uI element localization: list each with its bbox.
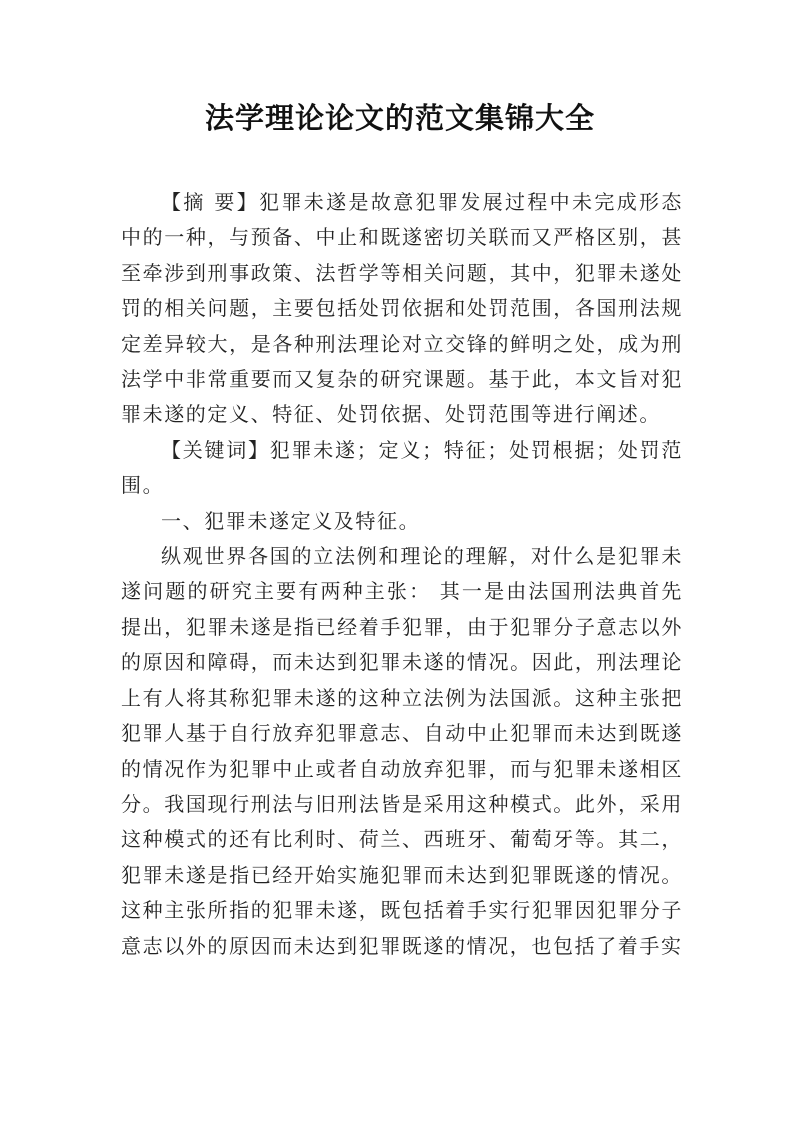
body-paragraph: 纵观世界各国的立法例和理论的理解，对什么是犯罪未遂问题的研究主要有两种主张： 其一是由法国刑法典首先提出，犯罪未遂是指已经着手犯罪，由于犯罪分子意志以外的原因和障碍，而未达到犯罪未遂的情况。因此，刑法理论上有人将其称犯罪未遂的这种立法例为法国派。这种主张把犯罪人基于自行放弃犯罪意志、自动中止犯罪而未达到既遂的情况作为犯罪中止或者自动放弃犯罪，而与犯罪未遂相区分。我国现行刑法与旧刑法皆是采用这种模式。此外，采用这种模式的还有比利时、荷兰、西班牙、葡萄牙等。其二，犯罪未遂是指已经开始实施犯罪而未达到犯罪既遂的情况。这种主张所指的犯罪未遂，既包括着手实行犯罪因犯罪分子意志以外的原因而未达到犯罪既遂的情况，也包括了着手实 xyxy=(121,544,683,958)
keywords-paragraph: 【关键词】犯罪未遂；定义；特征；处罚根据；处罚范围。 xyxy=(121,437,683,498)
abstract-paragraph: 【摘 要】犯罪未遂是故意犯罪发展过程中未完成形态中的一种，与预备、中止和既遂密切关联而又严格区别，甚至牵涉到刑事政策、法哲学等相关问题，其中，犯罪未遂处罚的相关问题，主要包括处罚依据和处罚范围，各国刑法规定差异较大，是各种刑法理论对立交锋的鲜明之处，成为刑法学中非常重要而又复杂的研究课题。基于此，本文旨对犯罪未遂的定义、特征、处罚依据、处罚范围等进行阐述。 xyxy=(121,190,683,427)
document-title: 法学理论论文的范文集锦大全 xyxy=(204,101,595,135)
document-body xyxy=(121,185,683,964)
section-heading: 一、犯罪未遂定义及特征。 xyxy=(161,508,421,533)
